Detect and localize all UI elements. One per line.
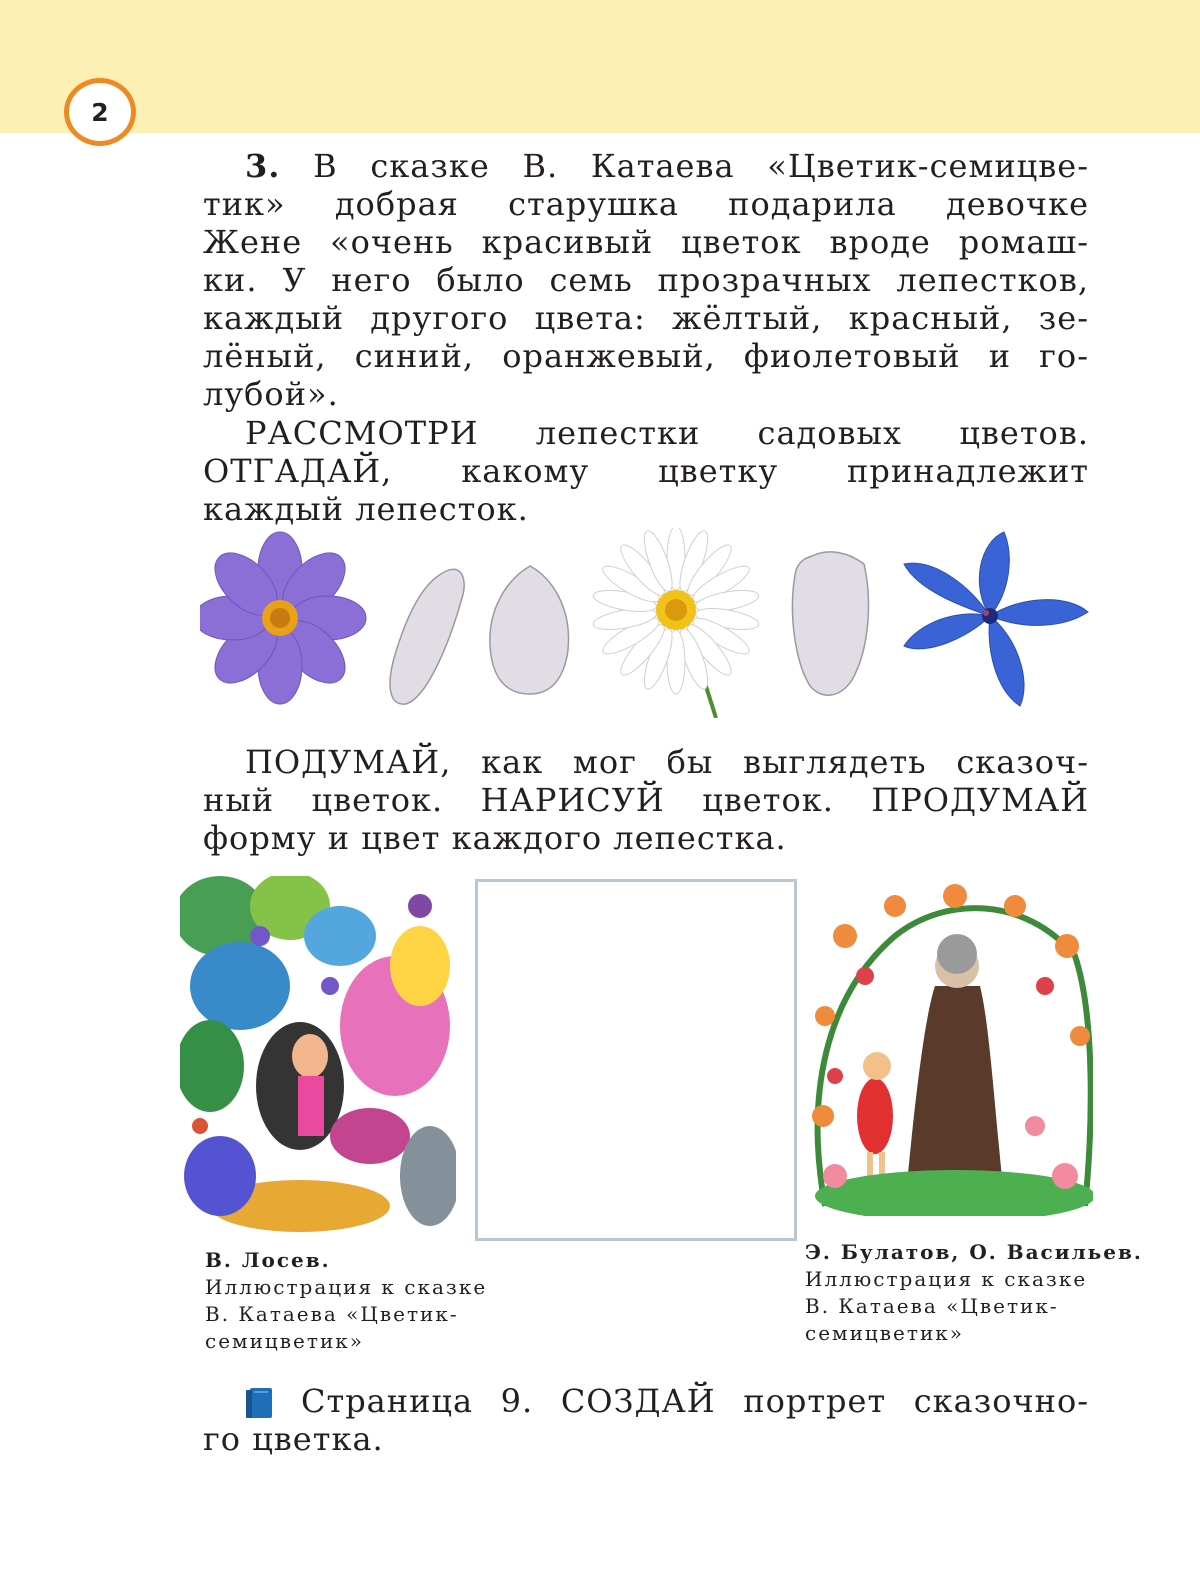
purple-cosmos-flower: [200, 532, 366, 704]
task-3-line-6: лёный, синий, оранжевый, фиолетовый и го-: [203, 337, 1089, 375]
illustration-losev-image: [180, 876, 456, 1240]
flowers-and-petals-row: [200, 528, 1100, 718]
task-3-line-3: Жене «очень красивый цветок вроде ромаш-: [203, 223, 1089, 261]
task-number: 3.: [245, 147, 281, 185]
drawing-frame[interactable]: [475, 879, 797, 1241]
verb-draw: НАРИСУЙ: [480, 781, 665, 819]
page-number-badge: [64, 78, 136, 146]
verb-think: ПОДУМАЙ,: [245, 743, 452, 781]
page-reference: Страница 9.: [301, 1382, 534, 1420]
task-3-line-1: 3. В сказке В. Катаева «Цветик-семицве-: [245, 147, 1090, 185]
white-daisy-flower: [592, 528, 761, 718]
caption-line: В. Катаева «Цветик-: [805, 1294, 1059, 1318]
caption-bulatov-vasiliev: [805, 1239, 1143, 1347]
task-3-line-4: ки. У него было семь прозрачных лепестков,: [203, 261, 1089, 299]
verb-examine: РАССМОТРИ: [245, 414, 479, 452]
caption-author: Э. Булатов, О. Васильев.: [805, 1240, 1143, 1264]
task-3-line-7: лубой».: [203, 375, 339, 413]
verb-create: СОЗДАЙ: [560, 1382, 716, 1420]
instruction-examine: [203, 414, 1089, 528]
task-3-line-5: каждый другого цвета: жёлтый, красный, зе-: [203, 299, 1089, 337]
task-footer-line-2: го цветка.: [203, 1420, 384, 1458]
page-number: 2: [91, 97, 109, 127]
grey-petal-long: [390, 569, 464, 704]
instruction-2-line-3: форму и цвет каждого лепестка.: [203, 819, 787, 857]
grey-petal-oval: [490, 566, 569, 694]
verb-plan: ПРОДУМАЙ: [871, 781, 1090, 819]
illustration-bulatov-vasiliev: [805, 876, 1093, 1216]
task-create-portrait: [203, 1382, 1089, 1458]
instruction-1-line-3: каждый лепесток.: [203, 490, 529, 528]
illustration-losev: [180, 876, 456, 1240]
instruction-think-draw: [203, 743, 1089, 857]
caption-line: семицветик»: [205, 1329, 365, 1353]
blue-flower: [904, 532, 1088, 706]
caption-line: Иллюстрация к сказке: [205, 1275, 488, 1299]
instruction-1-line-2: ОТГАДАЙ, какому цветку принадлежит: [203, 452, 1090, 490]
caption-line: семицветик»: [805, 1321, 965, 1345]
task-3-line-2: тик» добрая старушка подарила девочке: [203, 185, 1089, 223]
caption-line: В. Катаева «Цветик-: [205, 1302, 459, 1326]
caption-line: Иллюстрация к сказке: [805, 1267, 1088, 1291]
caption-author: В. Лосев.: [205, 1248, 331, 1272]
instruction-2-line-2: ный цветок. НАРИСУЙ цветок. ПРОДУМАЙ: [203, 781, 1090, 819]
grey-petal-daisy: [792, 552, 868, 695]
verb-guess: ОТГАДАЙ,: [203, 452, 393, 490]
instruction-2-line-1: ПОДУМАЙ, как мог бы выглядеть сказоч-: [245, 743, 1090, 781]
header-band: [0, 0, 1200, 133]
caption-losev: [205, 1247, 487, 1355]
illustration-bulatov-image: [805, 876, 1093, 1216]
instruction-1-line-1: РАССМОТРИ лепестки садовых цветов.: [245, 414, 1090, 452]
task-3-text: [203, 147, 1089, 413]
task-footer-line-1: Страница 9. СОЗДАЙ портрет сказочно-: [301, 1382, 1090, 1420]
